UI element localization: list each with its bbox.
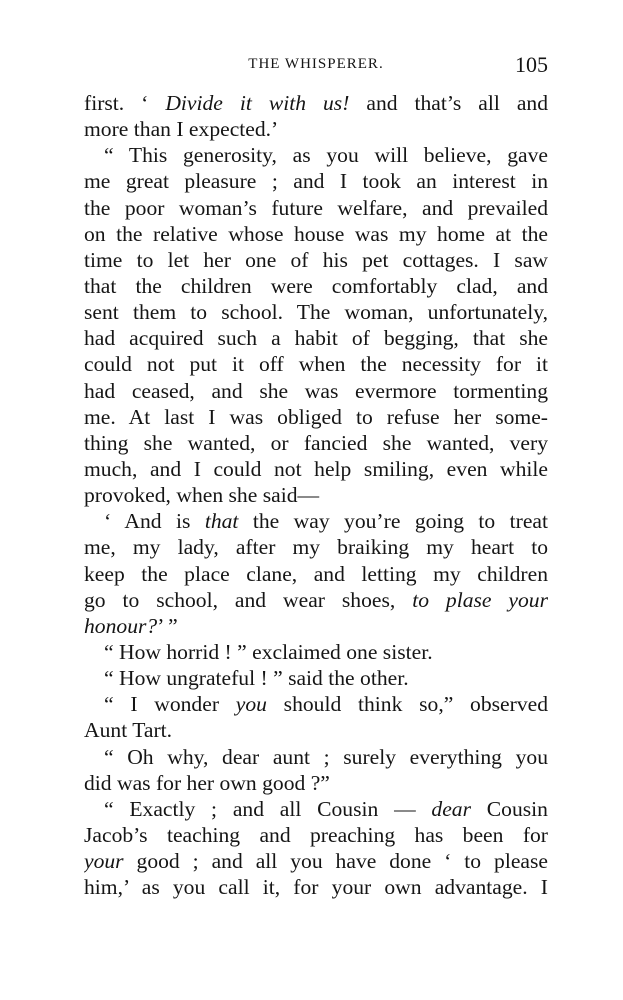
text-run: on the relative whose house was my home at the bbox=[84, 221, 548, 246]
text-run: “ I wonder bbox=[104, 692, 236, 717]
text-run: keep the place clane, and letting my children bbox=[84, 561, 548, 586]
text-line bbox=[84, 822, 548, 848]
text-line bbox=[84, 456, 548, 482]
text-run: could not put it off when the necessity for it bbox=[84, 352, 548, 377]
italic-text: that bbox=[204, 509, 239, 534]
text-run: “ Oh why, dear aunt ; surely everything you bbox=[104, 744, 548, 769]
italic-text: to plase your bbox=[412, 587, 548, 612]
text-run: me. At last I was obliged to refuse her some- bbox=[84, 404, 548, 429]
text-line bbox=[84, 142, 548, 168]
running-head bbox=[84, 52, 548, 82]
text-line bbox=[84, 273, 548, 299]
text-run: the way you’re going to treat bbox=[238, 509, 548, 534]
italic-text: dear bbox=[431, 796, 472, 821]
text-line bbox=[84, 534, 548, 560]
text-line bbox=[84, 848, 548, 874]
text-line bbox=[84, 639, 548, 665]
text-line bbox=[84, 168, 548, 194]
text-run: Jacob’s teaching and preaching has been for bbox=[84, 822, 548, 847]
text-line bbox=[84, 325, 548, 351]
text-line bbox=[84, 561, 548, 587]
text-line bbox=[84, 691, 548, 717]
text-run: more than I expected.’ bbox=[84, 117, 279, 142]
text-line bbox=[84, 221, 548, 247]
text-run: had acquired such a habit of begging, that she bbox=[84, 326, 548, 351]
text-run: did was for her own good ?” bbox=[84, 770, 330, 795]
text-run: “ How ungrateful ! ” said the other. bbox=[104, 666, 409, 691]
text-line bbox=[84, 90, 548, 116]
italic-text: Divide it with us! bbox=[165, 91, 350, 115]
text-line bbox=[84, 299, 548, 325]
text-line bbox=[84, 351, 548, 377]
text-run: Cousin bbox=[471, 796, 548, 821]
running-title: THE WHISPERER. bbox=[248, 56, 384, 72]
text-run: “ This generosity, as you will believe, gave bbox=[104, 143, 548, 168]
text-run: “ Exactly ; and all Cousin — bbox=[104, 796, 432, 821]
text-line bbox=[84, 430, 548, 456]
text-line bbox=[84, 744, 548, 770]
text-line bbox=[84, 378, 548, 404]
text-line bbox=[84, 874, 548, 900]
text-run: and that’s all and bbox=[349, 91, 548, 115]
text-line bbox=[84, 770, 548, 796]
text-run: him,’ as you call it, for your own advantage. I bbox=[84, 875, 548, 900]
text-run: Aunt Tart. bbox=[84, 718, 173, 743]
page-number: 105 bbox=[515, 52, 548, 77]
text-line bbox=[84, 508, 548, 534]
text-run: sent them to school. The woman, unfortunately, bbox=[84, 300, 548, 325]
text-run: “ How horrid ! ” exclaimed one sister. bbox=[104, 639, 433, 664]
text-run: good ; and all you have done ‘ to please bbox=[123, 849, 548, 874]
text-run: first. ‘ bbox=[84, 91, 166, 115]
text-run: thing she wanted, or fancied she wanted, very bbox=[84, 430, 548, 455]
text-run: go to school, and wear shoes, bbox=[84, 587, 413, 612]
text-line bbox=[84, 247, 548, 273]
italic-text: your bbox=[84, 849, 124, 874]
text-line bbox=[84, 796, 548, 822]
text-line bbox=[84, 665, 548, 691]
text-run: had ceased, and she was evermore tormenting bbox=[84, 378, 548, 403]
text-run: time to let her one of his pet cottages. I saw bbox=[84, 247, 548, 272]
text-run: me, my lady, after my braiking my heart to bbox=[84, 535, 548, 560]
italic-text: you bbox=[235, 692, 267, 717]
text-run: ‘ And is bbox=[104, 509, 205, 534]
text-run: much, and I could not help smiling, even while bbox=[84, 456, 548, 481]
text-run: me great pleasure ; and I took an interest in bbox=[84, 169, 548, 194]
text-line bbox=[84, 613, 548, 639]
text-line bbox=[84, 195, 548, 221]
text-run: the poor woman’s future welfare, and prevailed bbox=[84, 195, 548, 220]
text-line bbox=[84, 717, 548, 743]
text-run: provoked, when she said— bbox=[84, 483, 320, 508]
italic-text: honour? bbox=[84, 613, 158, 638]
text-run: ’ ” bbox=[157, 613, 178, 638]
text-line bbox=[84, 404, 548, 430]
text-line bbox=[84, 116, 548, 142]
text-line bbox=[84, 587, 548, 613]
text-run: that the children were comfortably clad, and bbox=[84, 273, 548, 298]
text-line bbox=[84, 482, 548, 508]
body-text bbox=[84, 90, 548, 900]
text-run: should think so,” observed bbox=[266, 692, 548, 717]
